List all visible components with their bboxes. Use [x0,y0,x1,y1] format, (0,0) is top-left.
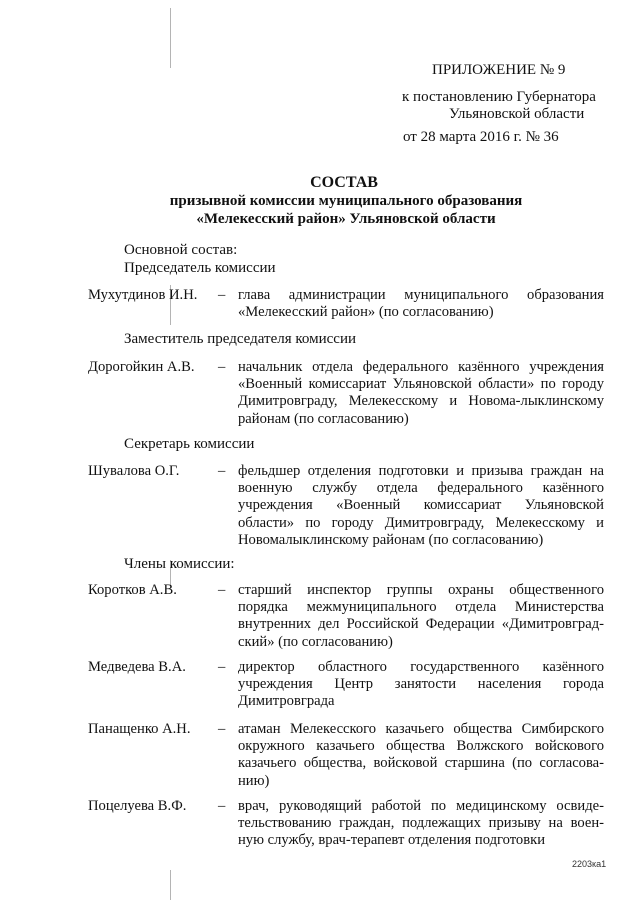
section-chairman: Председатель комиссии [124,260,276,276]
member-dash: – [218,359,226,375]
member-name: Мухутдинов И.Н. [88,287,198,303]
scan-artifact-line [170,870,171,900]
annex-date-line: от 28 марта 2016 г. № 36 [403,129,559,145]
member-dash: – [218,659,226,675]
member-description: фельдшер отделения подготовки и призыва граждан на военную службу отдела федерального казённого учреждения «Военный комиссариат Ульяновской области» по городу Димитровграду, Мелекесскому и Новомалыклинскому районам (по согласованию) [238,463,604,548]
member-description: врач, руководящий работой по медицинскому освиде-тельствованию граждан, подлежащих призыву на воен-ную службу, врач-терапевт отделения подготовки [238,798,604,849]
member-entry [88,287,604,321]
member-entry [88,359,604,428]
member-entry [88,582,604,651]
member-description: начальник отдела федерального казённого учреждения «Военный комиссариат Ульяновской области» по городу Димитровграду, Мелекесскому и Новома-лыклинскому районам (по согласованию) [238,359,604,427]
member-dash: – [218,721,226,737]
page-code: 2203ка1 [572,859,607,869]
member-description: директор областного государственного казённого учреждения Центр занятости населения города Димитровграда [238,659,604,710]
member-entry [88,463,604,549]
section-secretary: Секретарь комиссии [124,436,255,452]
member-description: атаман Мелекесского казачьего общества Симбирского окружного казачьего общества Волжского войскового казачьего общества, войсковой старшина (по согласова-нию) [238,721,604,789]
document-subtitle-line2: «Мелекесский район» Ульяновской области [196,211,496,227]
member-dash: – [218,582,226,598]
member-dash: – [218,287,226,303]
member-description: старший инспектор группы охраны общественного порядка межмуниципального отдела Министерства внутренних дел Российской Федерации «Димитровград-ский» (по согласованию) [238,582,604,650]
document-title: СОСТАВ [310,174,378,191]
scan-artifact-line [170,8,171,68]
section-members: Члены комиссии: [124,556,235,572]
document-subtitle-line1: призывной комиссии муниципального образования [169,193,523,209]
member-name: Коротков А.В. [88,582,177,598]
member-dash: – [218,463,226,479]
annex-reference-line: к постановлению Губернатора [402,89,596,105]
member-name: Панащенко А.Н. [88,721,191,737]
member-name: Дорогойкин А.В. [88,359,195,375]
member-entry [88,659,604,711]
section-deputy: Заместитель председателя комиссии [124,331,357,347]
member-dash: – [218,798,226,814]
annex-title: ПРИЛОЖЕНИЕ № 9 [432,62,566,78]
member-name: Шувалова О.Г. [88,463,180,479]
member-entry [88,721,604,790]
member-name: Поцелуева В.Ф. [88,798,187,814]
member-description: глава администрации муниципального образования «Мелекесский район» (по согласованию) [238,287,604,321]
member-name: Медведева В.А. [88,659,186,675]
annex-region-line: Ульяновской области [449,106,585,122]
section-main-composition: Основной состав: [124,242,238,258]
member-entry [88,798,604,850]
